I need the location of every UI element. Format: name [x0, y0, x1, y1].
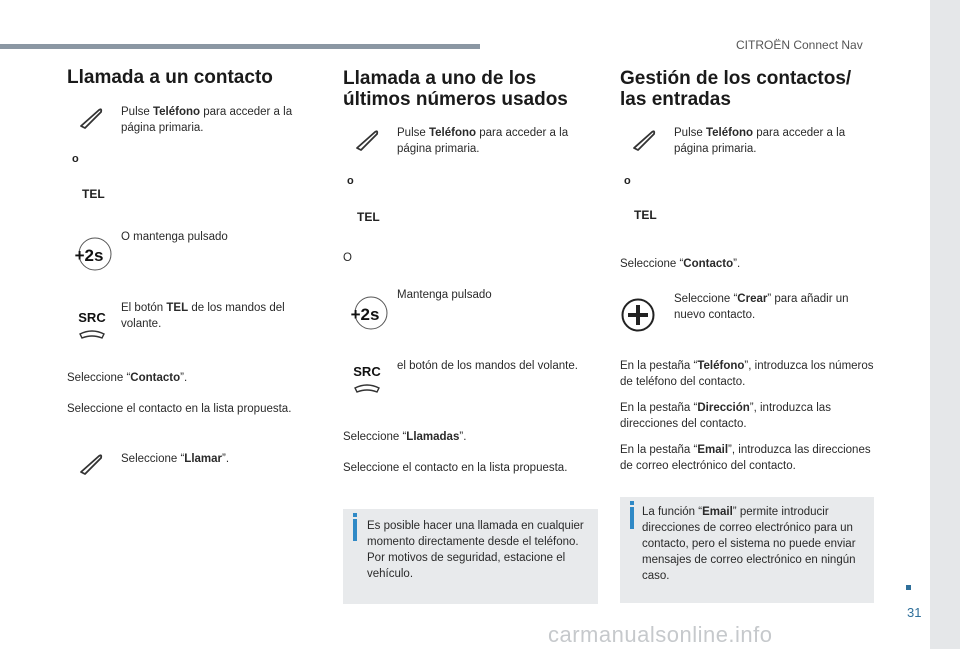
steering-src-icon [74, 308, 110, 342]
info-note-text: Es posible hacer una llamada en cualquier momento directamente desde el teléfono. Por motivos de seguridad, estacione el vehículo. [367, 520, 584, 580]
steering-src-icon [349, 362, 385, 396]
col2-select-calls: Seleccione “Llamadas”. [343, 431, 467, 443]
hold-2s-icon [67, 234, 113, 274]
section-title-call-contact: Llamada a un contacto [67, 67, 273, 88]
tel-key: TEL [82, 187, 105, 201]
hold-2s-label: +2s [350, 305, 380, 324]
info-icon-dot [630, 501, 634, 505]
tel-key: TEL [357, 210, 380, 224]
src-label: SRC [353, 364, 381, 379]
brand-name: CITROËN Connect Nav [736, 38, 863, 52]
col1-step1: Pulse Teléfono para acceder a la página primaria. [121, 106, 293, 134]
col1-call-select: Seleccione “Llamar”. [121, 453, 230, 465]
pen-touch-icon [77, 104, 105, 132]
or-label: o [72, 153, 79, 165]
section-title-recent-numbers: Llamada a uno de los últimos números usados [343, 68, 568, 110]
col2-choose-contact: Seleccione el contacto en la lista propuesta. [343, 462, 568, 474]
info-icon [630, 507, 634, 529]
page-marker [906, 585, 911, 590]
info-note-text: La función “Email” permite introducir direcciones de correo electrónico para un contacto, pero el sistema no puede enviar mensajes de correo electrónico en ningún caso. [642, 506, 856, 582]
col2-src-text: el botón de los mandos del volante. [397, 360, 578, 372]
info-note-call [343, 509, 598, 604]
col2-or-text: O [343, 252, 352, 264]
pen-touch-icon [630, 126, 658, 154]
pen-touch-icon [353, 126, 381, 154]
col1-hold-text: O mantenga pulsado [121, 231, 228, 243]
info-icon [353, 519, 357, 541]
col3-tab-address: En la pestaña “Dirección”, introduzca las direcciones del contacto. [620, 402, 831, 430]
col1-src-text: El botón TEL de los mandos del volante. [121, 302, 285, 330]
col2-step1: Pulse Teléfono para acceder a la página primaria. [397, 127, 569, 155]
col1-choose-contact: Seleccione el contacto en la lista propuesta. [67, 403, 292, 415]
src-label: SRC [78, 310, 106, 325]
info-note-email [620, 497, 874, 603]
col1-select-contact: Seleccione “Contacto”. [67, 372, 188, 384]
tel-key: TEL [634, 208, 657, 222]
header-rule [0, 44, 480, 49]
col3-step1: Pulse Teléfono para acceder a la página primaria. [674, 127, 846, 155]
page-number: 31 [907, 605, 922, 620]
hold-2s-label: +2s [74, 246, 104, 265]
or-label: o [624, 175, 631, 187]
col3-create-text: Seleccione “Crear” para añadir un nuevo contacto. [674, 293, 849, 321]
pen-touch-icon [77, 450, 105, 478]
add-contact-icon [620, 297, 656, 333]
section-title-manage-contacts: Gestión de los contactos/ las entradas [620, 68, 852, 110]
col3-select-contact: Seleccione “Contacto”. [620, 258, 741, 270]
col3-tab-email: En la pestaña “Email”, introduzca las direcciones de correo electrónico del contacto. [620, 444, 871, 472]
col2-hold-text: Mantenga pulsado [397, 289, 492, 301]
watermark: carmanualsonline.info [548, 622, 773, 647]
or-label: o [347, 175, 354, 187]
hold-2s-icon [343, 293, 389, 333]
page-margin-band [930, 0, 960, 649]
col3-tab-phone: En la pestaña “Teléfono”, introduzca los números de teléfono del contacto. [620, 360, 874, 388]
info-icon-dot [353, 513, 357, 517]
